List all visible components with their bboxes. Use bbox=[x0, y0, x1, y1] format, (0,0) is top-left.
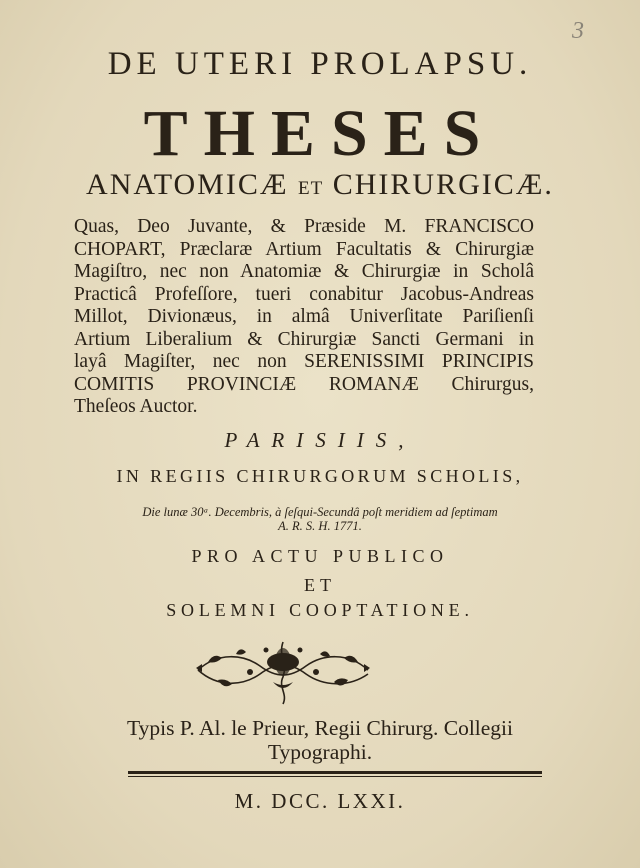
title-anatomicae: ANATOMICÆ bbox=[86, 168, 289, 201]
printer-line-2: Typographi. bbox=[267, 740, 373, 764]
place-parisiis: PARISIIS, bbox=[224, 428, 416, 452]
title-line-3 bbox=[0, 168, 640, 202]
act-line-1: PRO ACTU PUBLICO bbox=[191, 546, 449, 566]
printer-line-1: Typis P. Al. le Prieur, Regii Chirurg. Collegii bbox=[126, 716, 514, 740]
pencil-page-number: 3 bbox=[572, 18, 584, 44]
body-line: Quas, Deo Juvante, & Præside M. FRANCISCO bbox=[74, 216, 534, 237]
body-line: layâ Magiſter, nec non SERENISSIMI PRINCIPIS bbox=[74, 351, 534, 372]
double-rule-thin bbox=[128, 776, 542, 777]
body-line: Magiſtro, nec non Anatomiæ & Chirurgiæ in Scholâ bbox=[74, 261, 534, 282]
date-block bbox=[0, 505, 640, 533]
body-line: Millot, Divionæus, in almâ Univerſitate Pariſienſi bbox=[74, 306, 534, 327]
title-theses: THESES bbox=[143, 97, 497, 170]
act-line-3: SOLEMNI COOPTATIONE. bbox=[166, 600, 474, 620]
imprint-year: M. DCC. LXXI. bbox=[234, 789, 406, 813]
dedication-paragraph bbox=[74, 216, 534, 419]
double-rule-thick bbox=[128, 771, 542, 774]
date-line-2: A. R. S. H. 1771. bbox=[278, 519, 362, 533]
floral-ornament-icon bbox=[188, 632, 378, 707]
printer-block bbox=[0, 716, 640, 764]
title-et: ET bbox=[298, 178, 324, 199]
body-line: Theſeos Auctor. bbox=[74, 396, 198, 417]
body-line: COMITIS PROVINCIÆ ROMANÆ Chirurgus, bbox=[74, 373, 534, 395]
body-line: Practicâ Profeſſore, tueri conabitur Jacobus-Andreas bbox=[74, 283, 534, 305]
title-chirurgicae: CHIRURGICÆ. bbox=[332, 168, 554, 201]
title-line-1: DE UTERI PROLAPSU. bbox=[107, 46, 533, 82]
body-line: Artium Liberalium & Chirurgiæ Sancti Germani in bbox=[74, 328, 534, 350]
date-line-1: Die lunæ 30ᵃ. Decembris, à ſeſqui-Secundâ poſt meridiem ad ſeptimam bbox=[142, 505, 498, 519]
act-line-2: ET bbox=[304, 575, 336, 595]
body-line: CHOPART, Præclaræ Artium Facultatis & Chirurgiæ bbox=[74, 238, 534, 260]
schools-line: IN REGIIS CHIRURGORUM SCHOLIS, bbox=[116, 466, 524, 486]
